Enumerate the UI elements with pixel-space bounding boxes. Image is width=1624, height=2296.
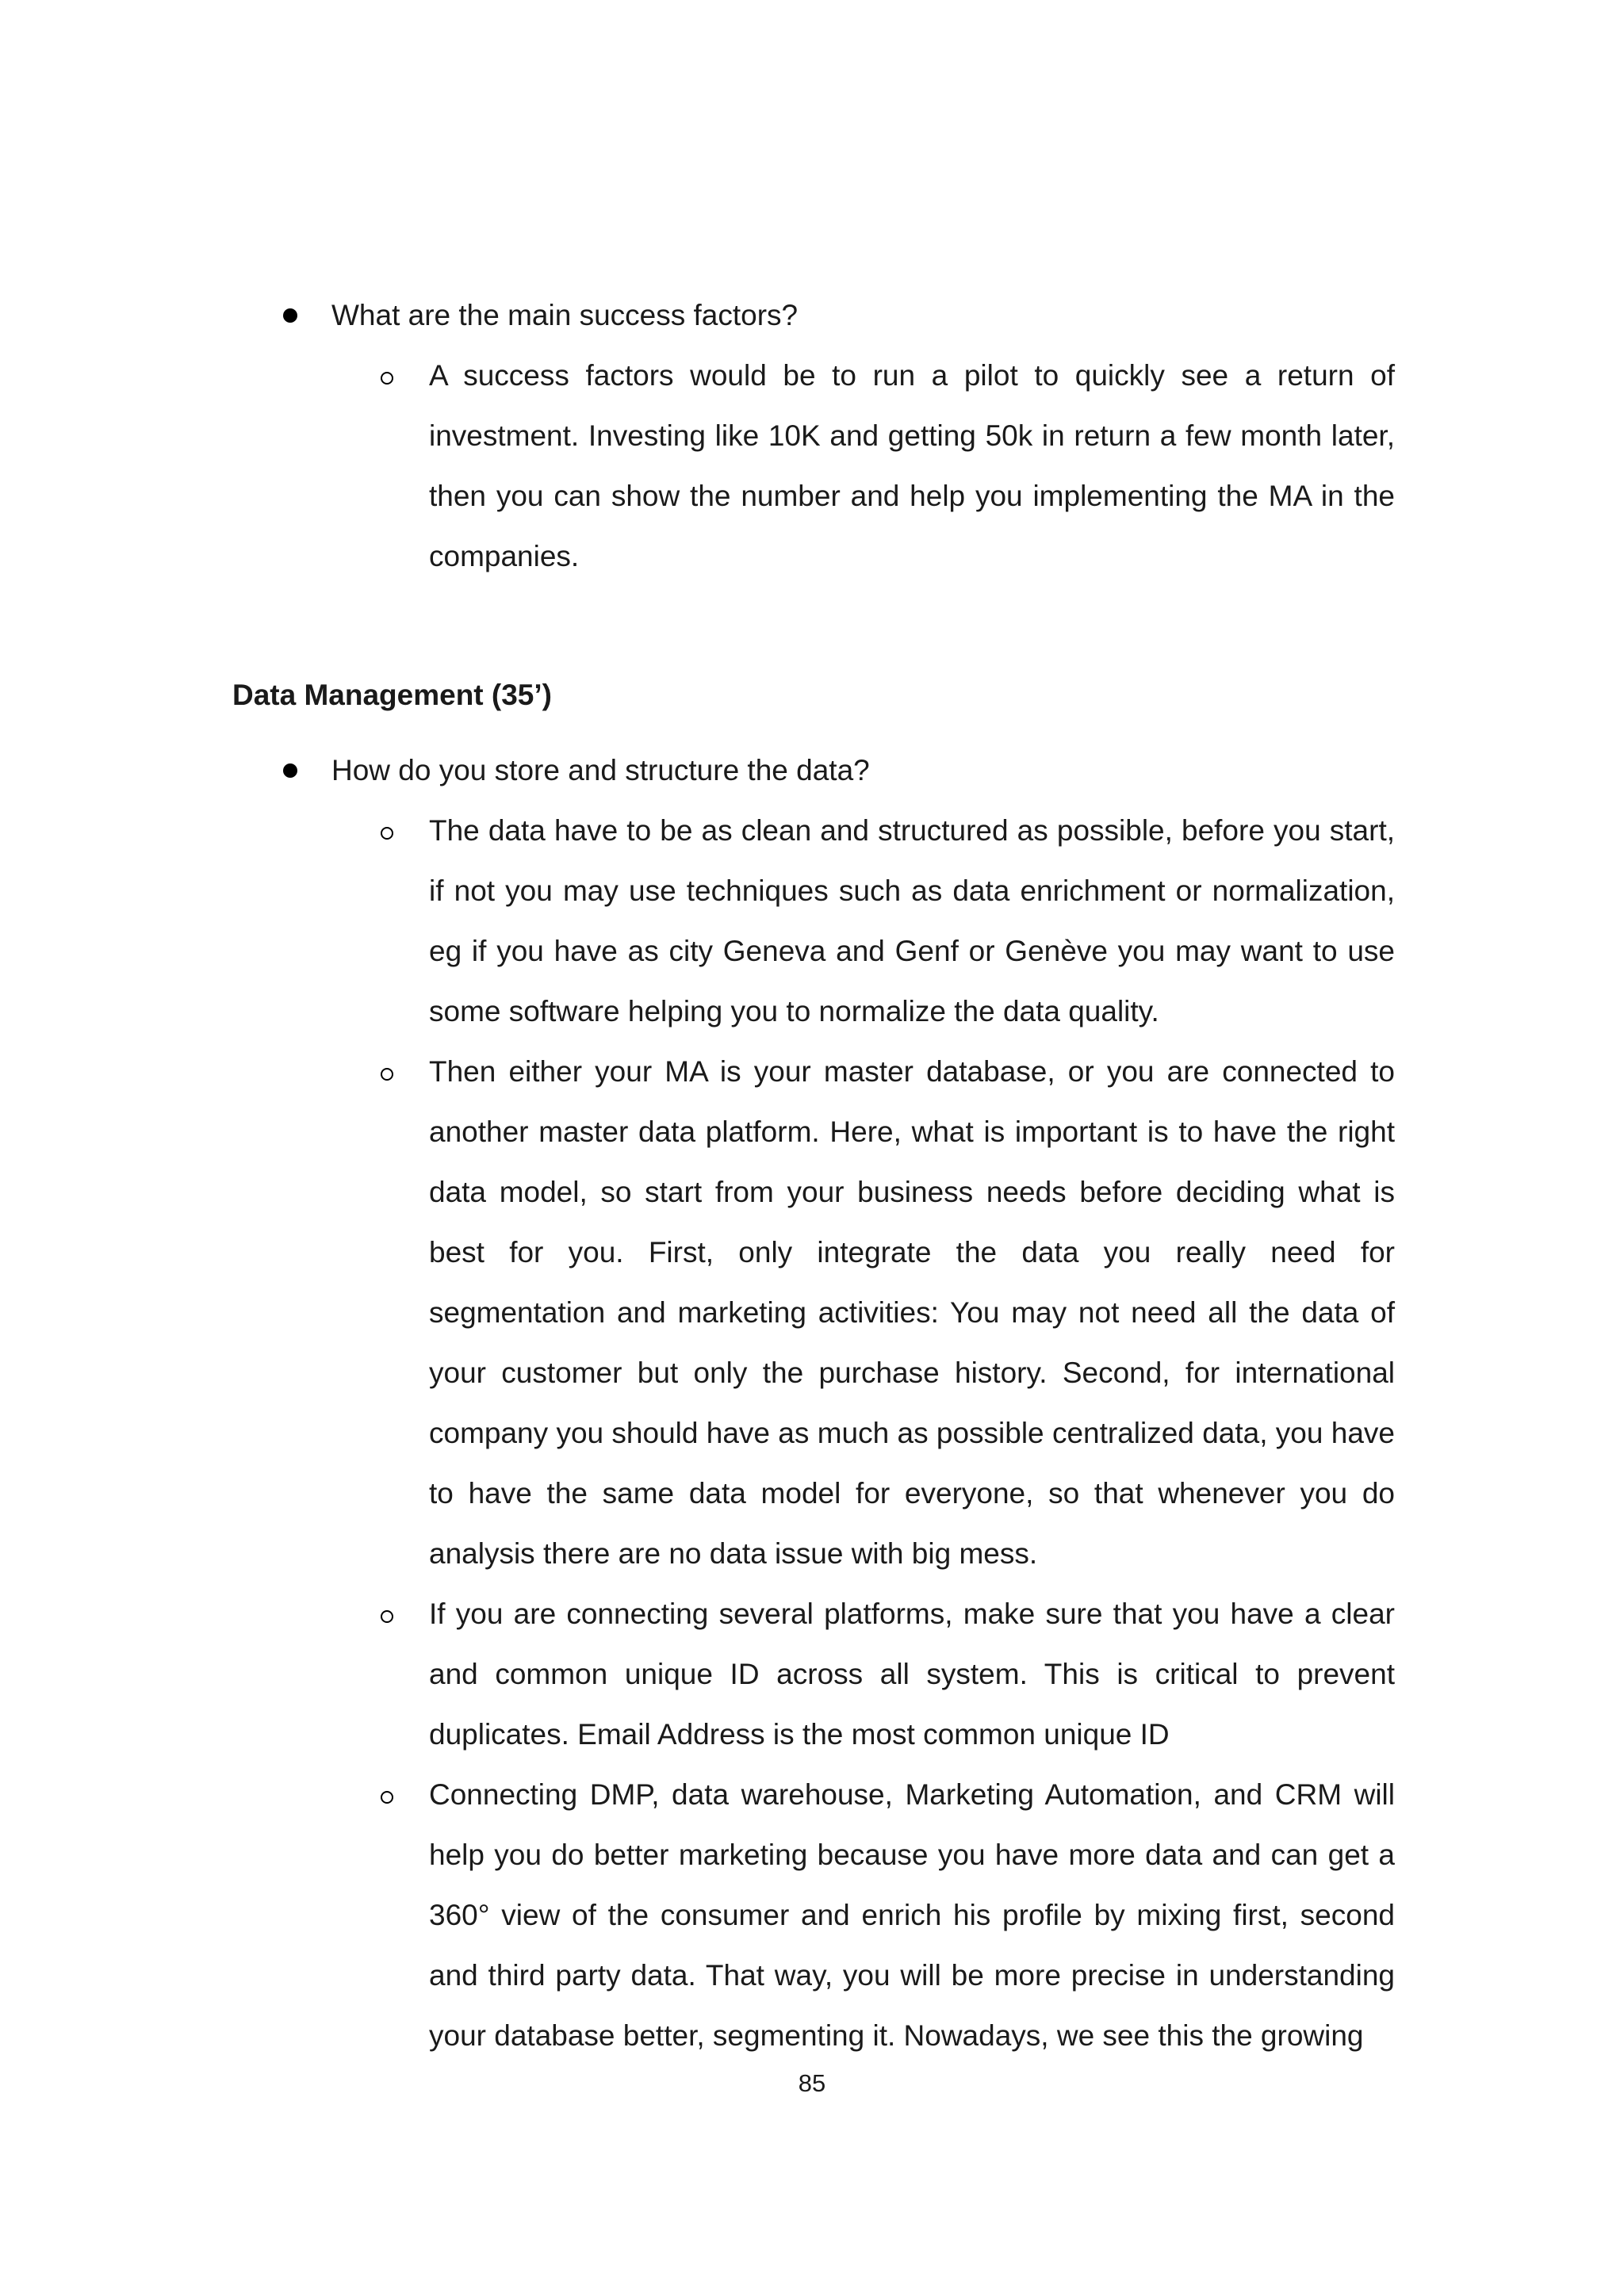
sub-bullet-icon — [381, 827, 393, 840]
bullet-icon — [283, 308, 297, 323]
question-success-factors: What are the main success factors? — [331, 299, 799, 331]
question-store-structure: How do you store and structure the data? — [331, 754, 870, 786]
sub-bullet-icon — [381, 1068, 393, 1081]
sub-bullet-icon — [381, 1791, 393, 1804]
sub-bullet-icon — [381, 372, 393, 385]
answer-unique-id: If you are connecting several platforms, make sure that you have a clear and common unique ID across all system. This is critical to prevent duplicates. Email Address is the most common unique ID — [429, 1598, 1395, 1751]
answer-connecting-dmp: Connecting DMP, data warehouse, Marketing Automation, and CRM will help you do better marketing because you have more data and can get a 360° view of the consumer and enrich his profile by mixing first, second and third party data. That way, you will be more precise in understanding your database better, segmenting it. Nowadays, we see this the growing — [429, 1778, 1395, 2052]
page-number: 85 — [798, 2069, 826, 2097]
answer-clean-data: The data have to be as clean and structured as possible, before you start, if not you may use techniques such as data enrichment or normalization, eg if you have as city Geneva and Genf or Genève you may want to use some software helping you to normalize the data quality. — [429, 814, 1395, 1027]
bullet-icon — [283, 763, 297, 778]
sub-bullet-icon — [381, 1610, 393, 1623]
answer-success-factors: A success factors would be to run a pilot to quickly see a return of investment. Investing like 10K and getting 50k in return a few month later, then you can show the number and help you implementing the MA in the companies. — [429, 359, 1395, 572]
answer-master-database: Then either your MA is your master database, or you are connected to another master data platform. Here, what is important is to have the right data model, so start from your business needs before deciding what is best for you. First, only integrate the data you really need for segmentation and marketing activities: You may not need all the data of your customer but only the purchase history. Second, for international company you should have as much as possible centralized data, you have to have the same data model for everyone, so that whenever you do analysis there are no data issue with big mess. — [429, 1055, 1395, 1570]
section-heading: Data Management (35’) — [232, 679, 552, 711]
